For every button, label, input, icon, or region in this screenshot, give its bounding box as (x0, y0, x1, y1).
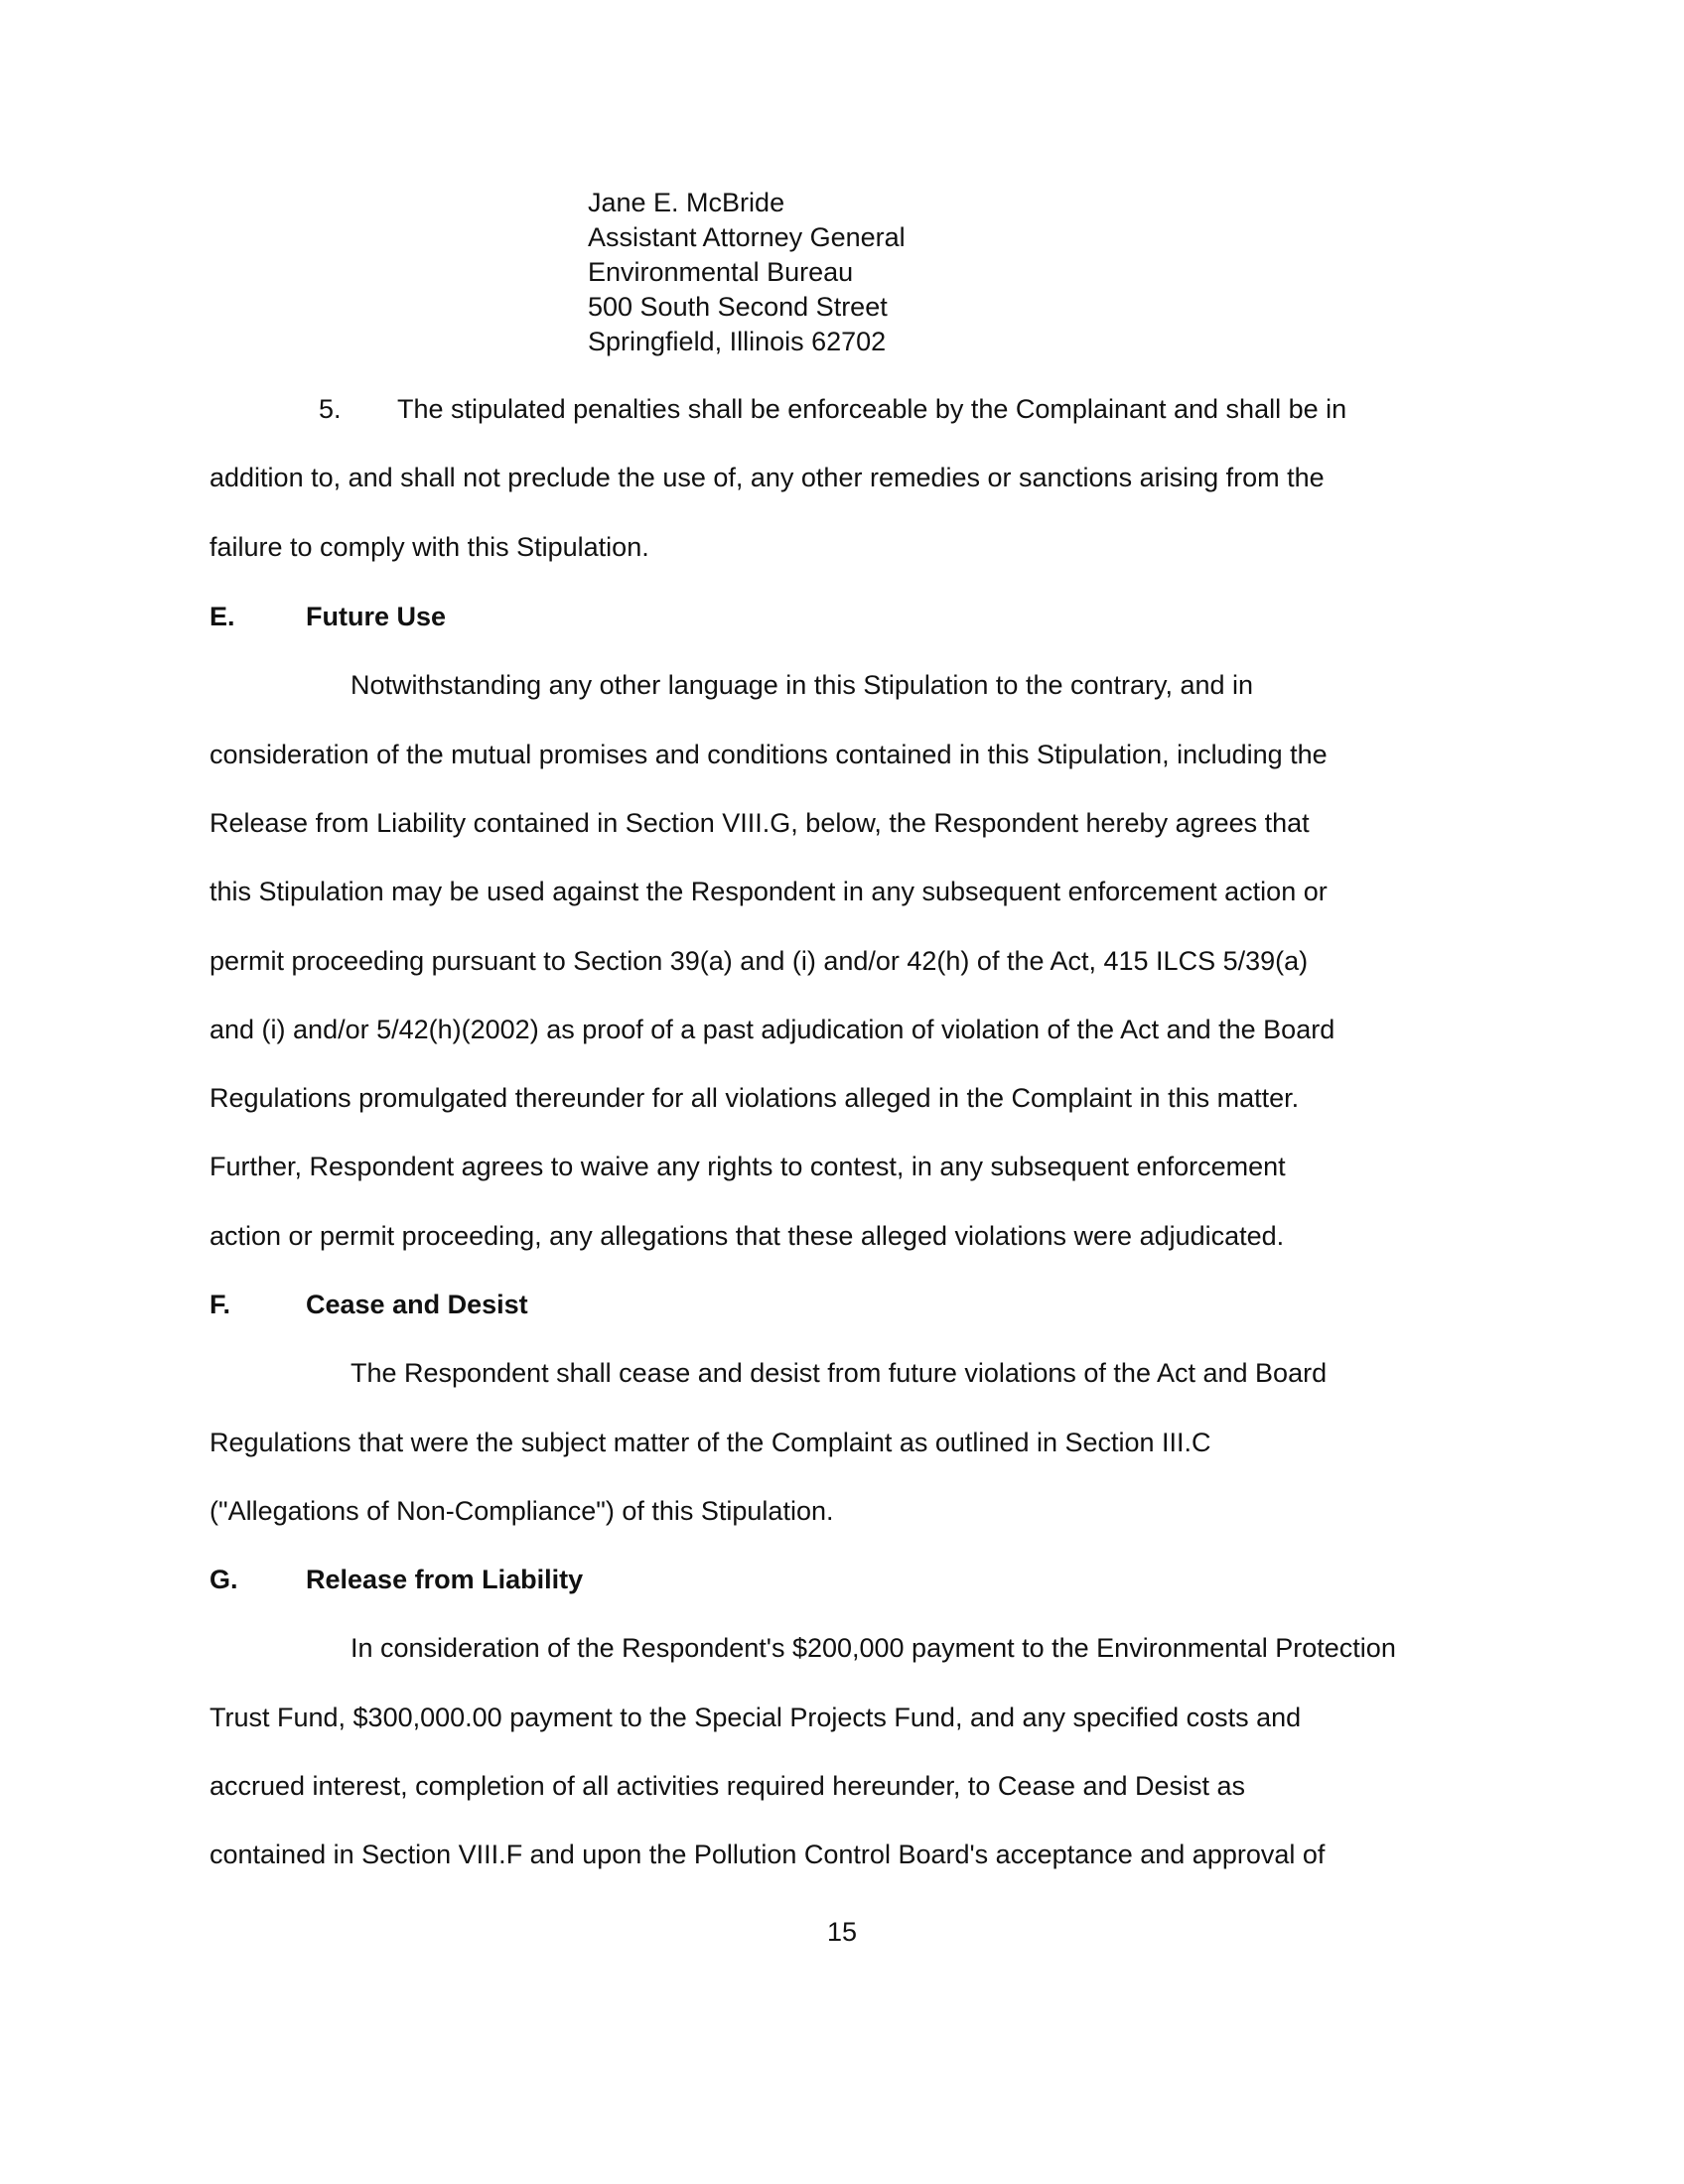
paragraph-line: The stipulated penalties shall be enforceable by the Complainant and shall be in (397, 394, 1347, 424)
section-letter: G. (210, 1565, 238, 1594)
paragraph-line: ("Allegations of Non-Compliance") of this Stipulation. (210, 1495, 834, 1526)
page-number: 15 (827, 1917, 858, 1947)
paragraph-line: Regulations promulgated thereunder for all violations alleged in the Complaint in this matter. (210, 1083, 1300, 1114)
paragraph-line: The Respondent shall cease and desist from future violations of the Act and Board (351, 1358, 1328, 1389)
section-letter: F. (210, 1290, 231, 1319)
paragraph-line: Trust Fund, $300,000.00 payment to the Special Projects Fund, and any specified costs and (210, 1702, 1302, 1732)
paragraph-line: Regulations that were the subject matter of the Complaint as outlined in Section III.C (210, 1427, 1211, 1457)
paragraph-line: this Stipulation may be used against the Respondent in any subsequent enforcement action or (210, 877, 1328, 907)
section-heading: Release from Liability (306, 1565, 584, 1594)
paragraph-line: Release from Liability contained in Section VIII.G, below, the Respondent hereby agrees that (210, 807, 1310, 838)
paragraph-line: addition to, and shall not preclude the use of, any other remedies or sanctions arising from the (210, 463, 1325, 493)
paragraph-line: In consideration of the Respondent's $200,000 payment to the Environmental Protection (351, 1633, 1396, 1664)
paragraph-line: failure to comply with this Stipulation. (210, 531, 649, 562)
paragraph-line: Further, Respondent agrees to waive any rights to contest, in any subsequent enforcement (210, 1152, 1286, 1182)
section-heading: Cease and Desist (306, 1290, 528, 1319)
address-line: Environmental Bureau (588, 257, 854, 287)
section-heading: Future Use (306, 602, 447, 631)
address-line: Assistant Attorney General (588, 222, 906, 252)
paragraph-line: action or permit proceeding, any allegations that these alleged violations were adjudicated. (210, 1220, 1285, 1251)
paragraph-line: contained in Section VIII.F and upon the Pollution Control Board's acceptance and approval of (210, 1840, 1326, 1870)
address-line: Springfield, Illinois 62702 (588, 327, 887, 356)
paragraph-line: accrued interest, completion of all activities required hereunder, to Cease and Desist as (210, 1770, 1246, 1801)
address-line: Jane E. McBride (588, 188, 785, 217)
paragraph-line: consideration of the mutual promises and conditions contained in this Stipulation, including the (210, 739, 1328, 769)
paragraph-line: permit proceeding pursuant to Section 39(a) and (i) and/or 42(h) of the Act, 415 ILCS 5/39(a) (210, 945, 1309, 976)
paragraph-line: Notwithstanding any other language in this Stipulation to the contrary, and in (351, 670, 1254, 701)
item-number: 5. (319, 394, 342, 424)
address-line: 500 South Second Street (588, 292, 888, 322)
section-letter: E. (210, 602, 235, 631)
paragraph-line: and (i) and/or 5/42(h)(2002) as proof of a past adjudication of violation of the Act and the Board (210, 1014, 1335, 1044)
